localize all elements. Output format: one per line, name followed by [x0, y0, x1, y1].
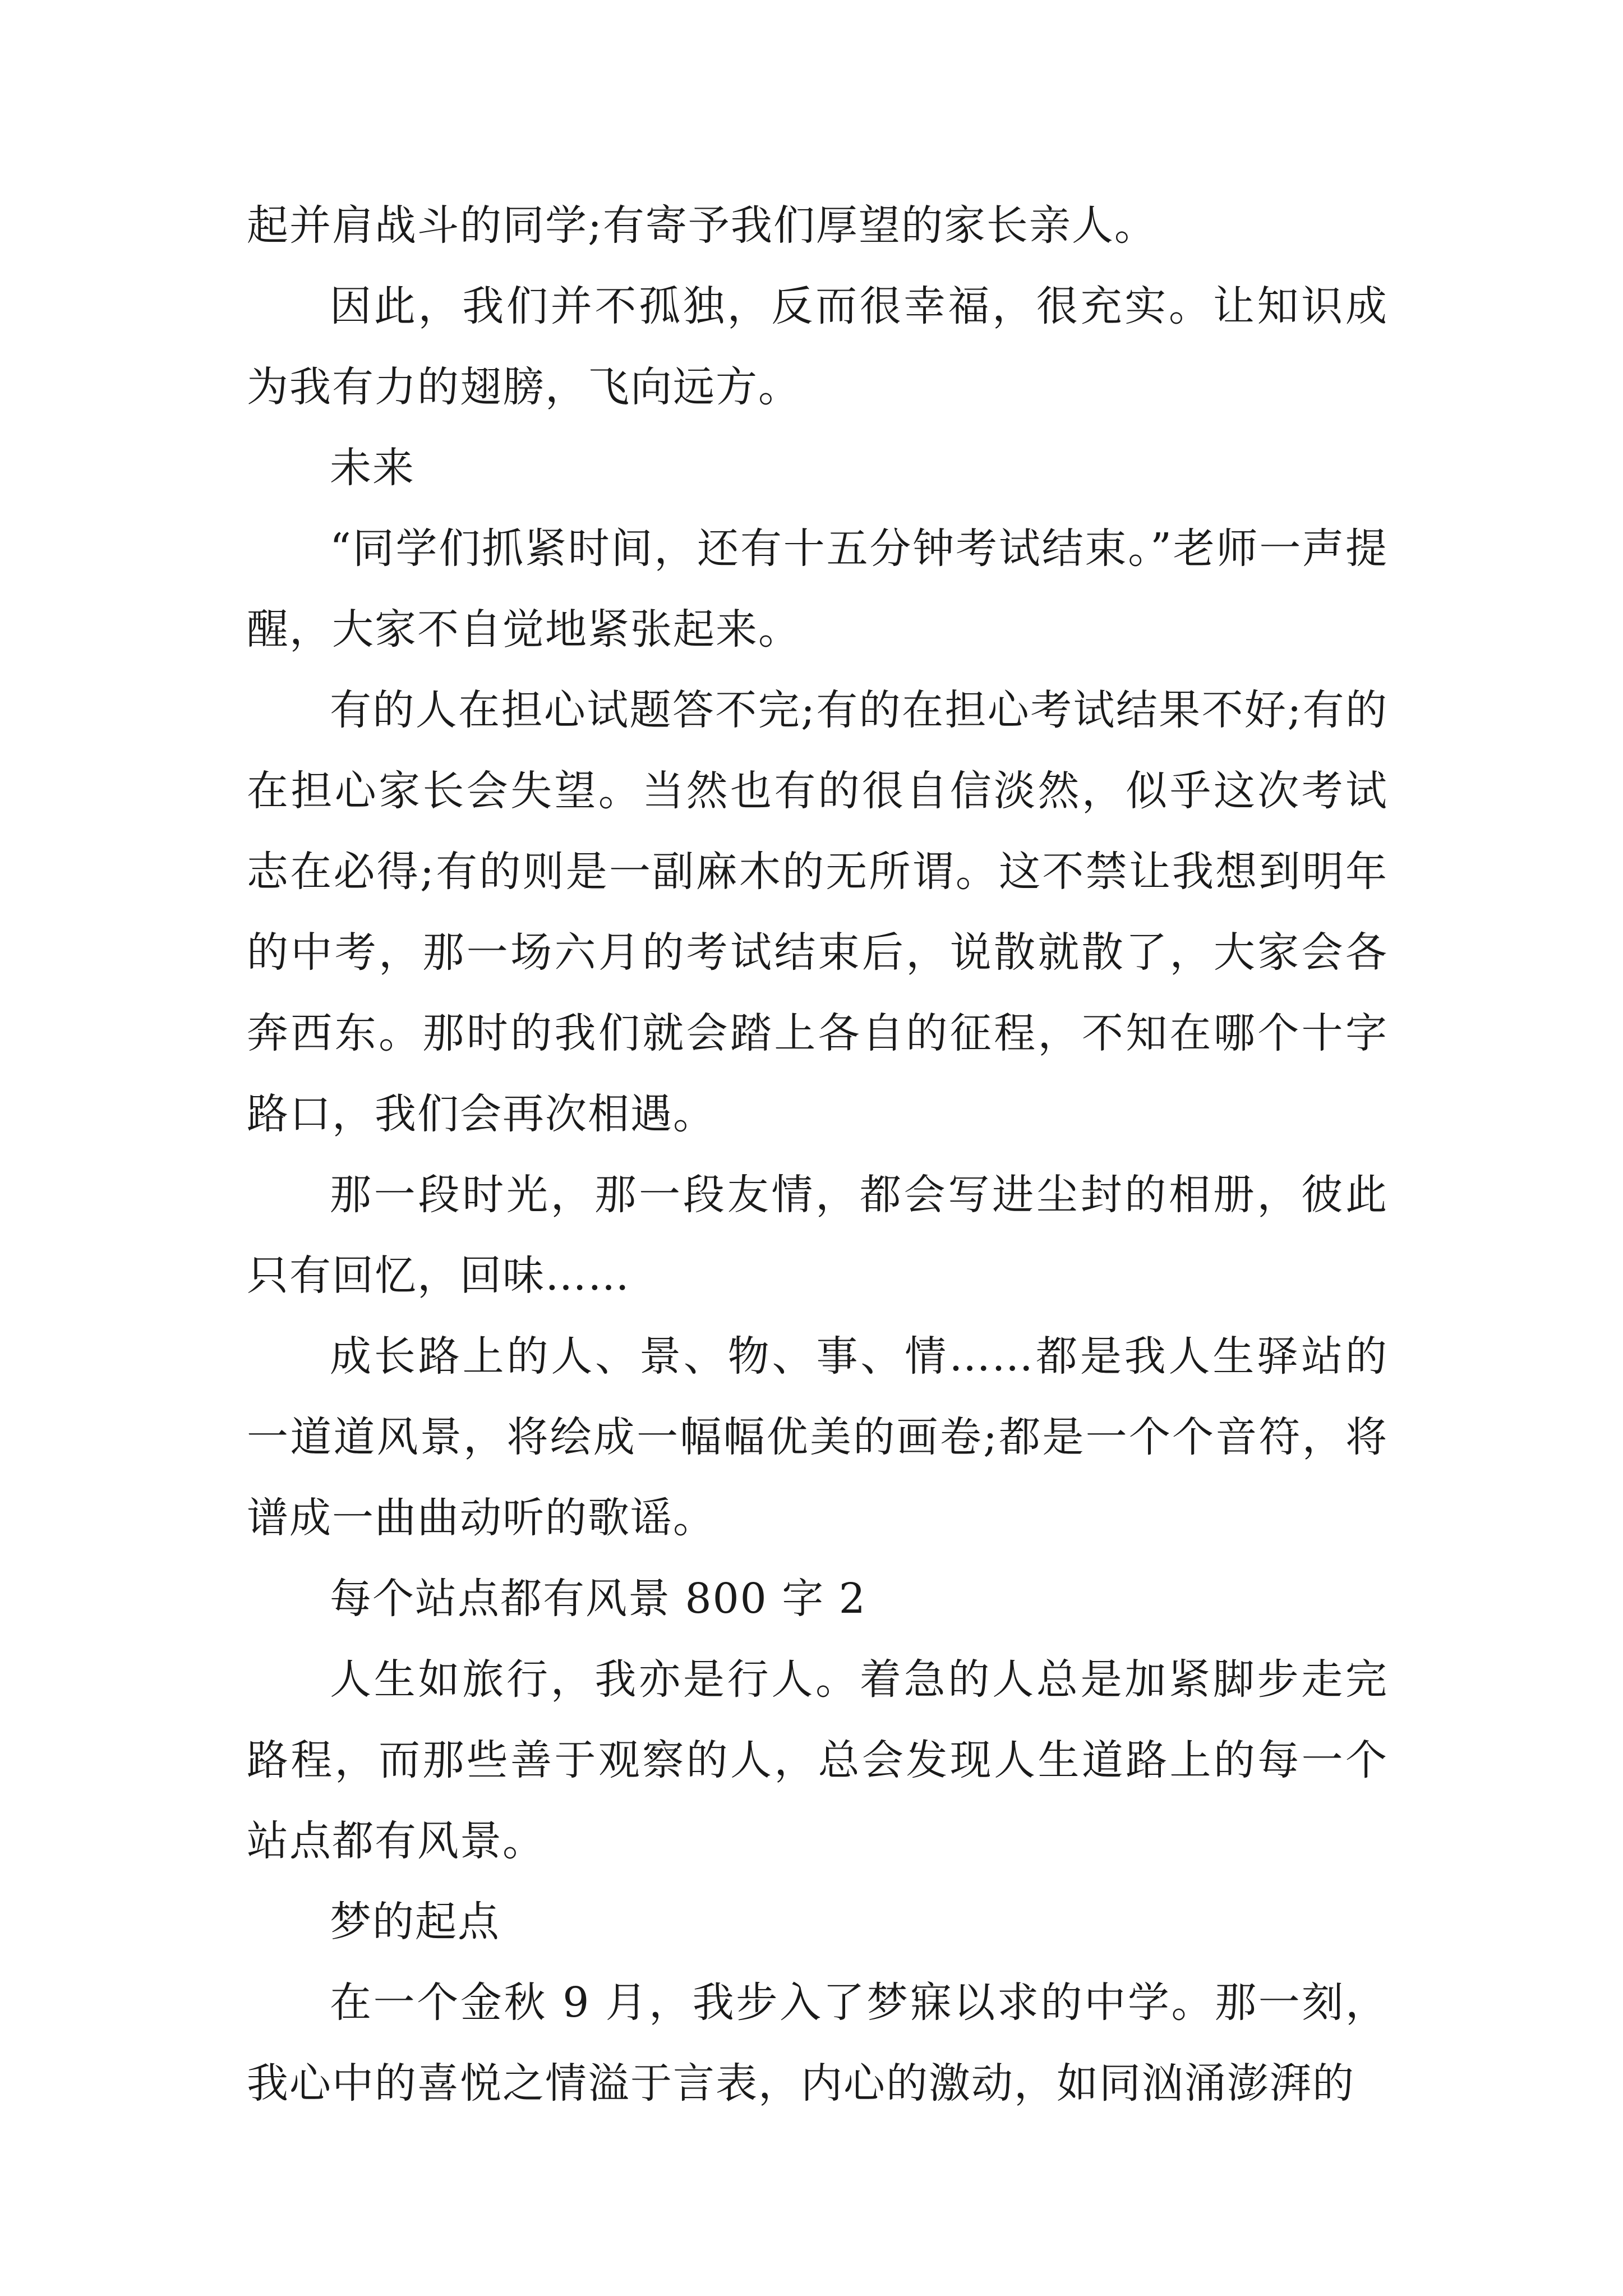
paragraph: 成长路上的人、景、物、事、情……都是我人生驿站的一道道风景，将绘成一幅幅优美的画卷;都是一个个音符，将谱成一曲曲动听的歌谣。 [247, 1332, 1388, 1542]
paragraph-continuation: 起并肩战斗的同学;有寄予我们厚望的家长亲人。 [247, 201, 1157, 250]
paragraph: 人生如旅行，我亦是行人。着急的人总是加紧脚步走完路程，而那些善于观察的人，总会发现人生道路上的每一个站点都有风景。 [247, 1655, 1388, 1865]
section-heading: 梦的起点 [330, 1898, 500, 1946]
paragraph: 有的人在担心试题答不完;有的在担心考试结果不好;有的在担心家长会失望。当然也有的很自信淡然，似乎这次考试志在必得;有的则是一副麻木的无所谓。这不禁让我想到明年的中考，那一场六月的考试结束后，说散就散了，大家会各奔西东。那时的我们就会踏上各自的征程，不知在哪个十字路口，我们会再次相遇。 [247, 686, 1388, 1138]
paragraph: 因此，我们并不孤独，反而很幸福，很充实。让知识成为我有力的翅膀，飞向远方。 [247, 282, 1388, 411]
paragraph: “同学们抓紧时间，还有十五分钟考试结束。”老师一声提醒，大家不自觉地紧张起来。 [247, 524, 1388, 654]
paragraph: 那一段时光，那一段友情，都会写进尘封的相册，彼此只有回忆，回味…… [247, 1171, 1388, 1300]
paragraph: 在一个金秋 9 月，我步入了梦寐以求的中学。那一刻，我心中的喜悦之情溢于言表，内心的激动，如同汹涌澎湃的 [247, 1978, 1388, 2108]
section-heading: 未来 [330, 444, 415, 492]
section-heading: 每个站点都有风景 800 字 2 [330, 1575, 866, 1623]
document-body [247, 185, 1388, 2124]
